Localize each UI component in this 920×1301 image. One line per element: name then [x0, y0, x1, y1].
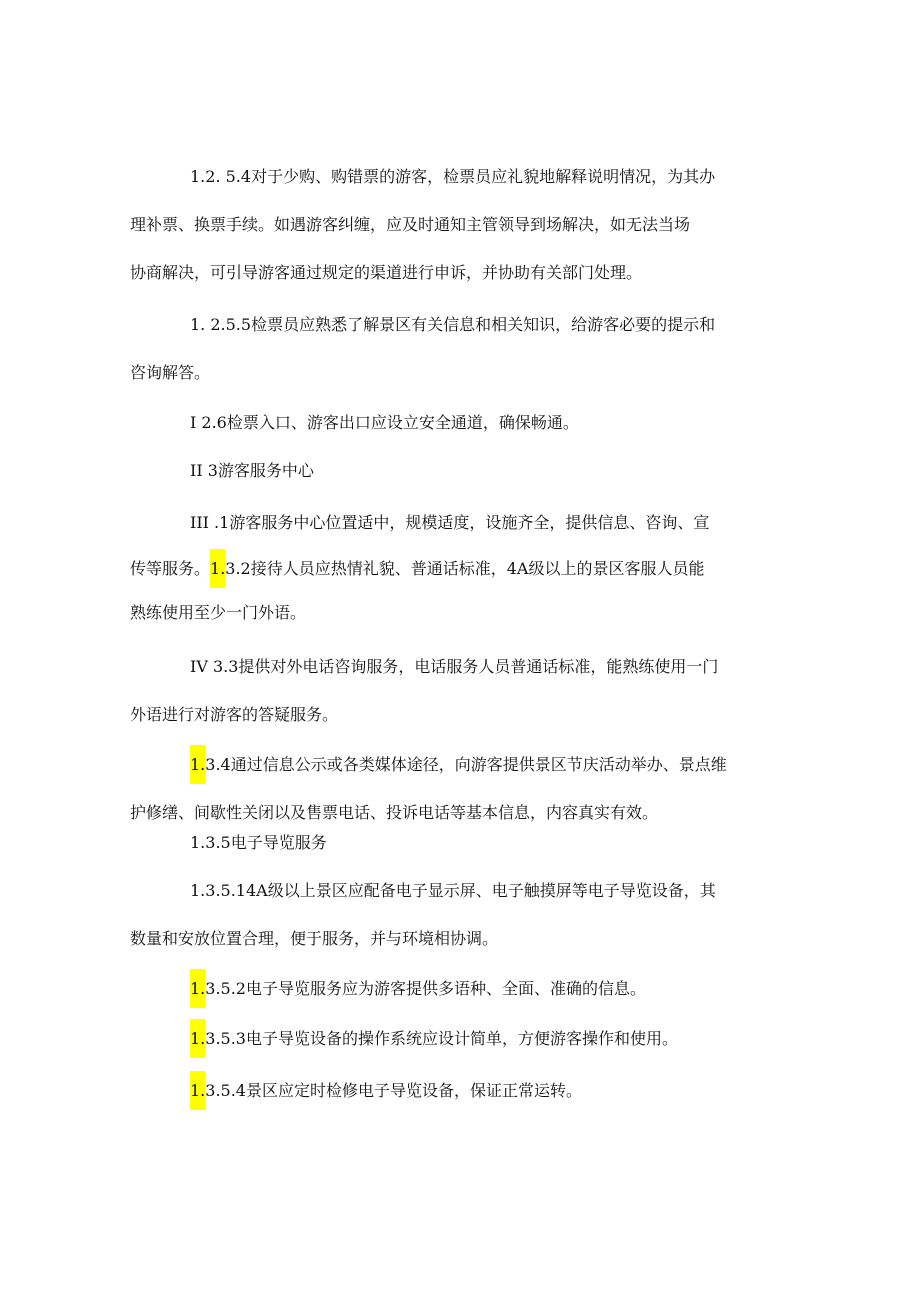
- paragraph-5-line-2-post: 3.2接待人员应热情礼貌、普通话标准，4A级以上的景区客服人员能: [225, 559, 705, 578]
- highlight-mark: 1.: [190, 969, 205, 1008]
- paragraph-6-line-1: IV 3.3提供对外电话咨询服务，电话服务人员普通话标准，能熟练使用一门: [190, 657, 719, 676]
- paragraph-2-line-2: 咨询解答。: [130, 363, 211, 382]
- paragraph-7-line-1: [190, 754, 727, 776]
- paragraph-6-line-2: 外语进行对游客的答疑服务。: [130, 705, 339, 724]
- paragraph-7-line-2: 护修缮、间歇性关闭以及售票电话、投诉电话等基本信息，内容真实有效。: [130, 803, 659, 822]
- paragraph-5-line-3: 熟练使用至少一门外语。: [130, 603, 307, 622]
- paragraph-10-line-1: [190, 978, 646, 1000]
- highlight-mark: 1.: [190, 1071, 205, 1110]
- paragraph-2-line-1: 1. 2.5.5检票员应熟悉了解景区有关信息和相关知识，给游客必要的提示和: [190, 315, 716, 334]
- paragraph-10-line-1-post: 3.5.2电子导览服务应为游客提供多语种、全面、准确的信息。: [205, 979, 646, 998]
- paragraph-12-line-1-post: 3.5.4景区应定时检修电子导览设备，保证正常运转。: [205, 1081, 582, 1100]
- highlight-mark: 1.: [190, 745, 205, 784]
- paragraph-8-heading: 1.3.5电子导览服务: [190, 833, 327, 852]
- paragraph-7-line-1-post: 3.4通过信息公示或各类媒体途径，向游客提供景区节庆活动举办、景点维: [205, 755, 727, 774]
- highlight-mark: 1.: [190, 1019, 205, 1058]
- paragraph-9-line-1: 1.3.5.14A级以上景区应配备电子显示屏、电子触摸屏等电子导览设备，其: [190, 881, 716, 900]
- paragraph-3-line-1: I 2.6检票入口、游客出口应设立安全通道，确保畅通。: [190, 413, 579, 432]
- paragraph-11-line-1-post: 3.5.3电子导览设备的操作系统应设计简单，方便游客操作和使用。: [205, 1029, 678, 1048]
- paragraph-9-line-2: 数量和安放位置合理，便于服务，并与环境相协调。: [130, 929, 499, 948]
- paragraph-1-line-2: 理补票、换票手续。如遇游客纠缠，应及时通知主管领导到场解决，如无法当场: [130, 215, 691, 234]
- paragraph-4-heading: II 3游客服务中心: [190, 461, 314, 480]
- paragraph-12-line-1: [190, 1080, 582, 1102]
- paragraph-1-line-3: 协商解决，可引导游客通过规定的渠道进行申诉，并协助有关部门处理。: [130, 263, 643, 282]
- paragraph-1-line-1: 1.2. 5.4对于少购、购错票的游客，检票员应礼貌地解释说明情况，为其办: [190, 167, 716, 186]
- paragraph-5-line-1: III .1游客服务中心位置适中，规模适度，设施齐全，提供信息、咨询、宣: [190, 513, 710, 532]
- paragraph-11-line-1: [190, 1028, 678, 1050]
- highlight-mark: 1.: [210, 549, 225, 588]
- paragraph-5-line-2: [130, 558, 704, 580]
- paragraph-5-line-2-pre: 传等服务。: [130, 559, 211, 578]
